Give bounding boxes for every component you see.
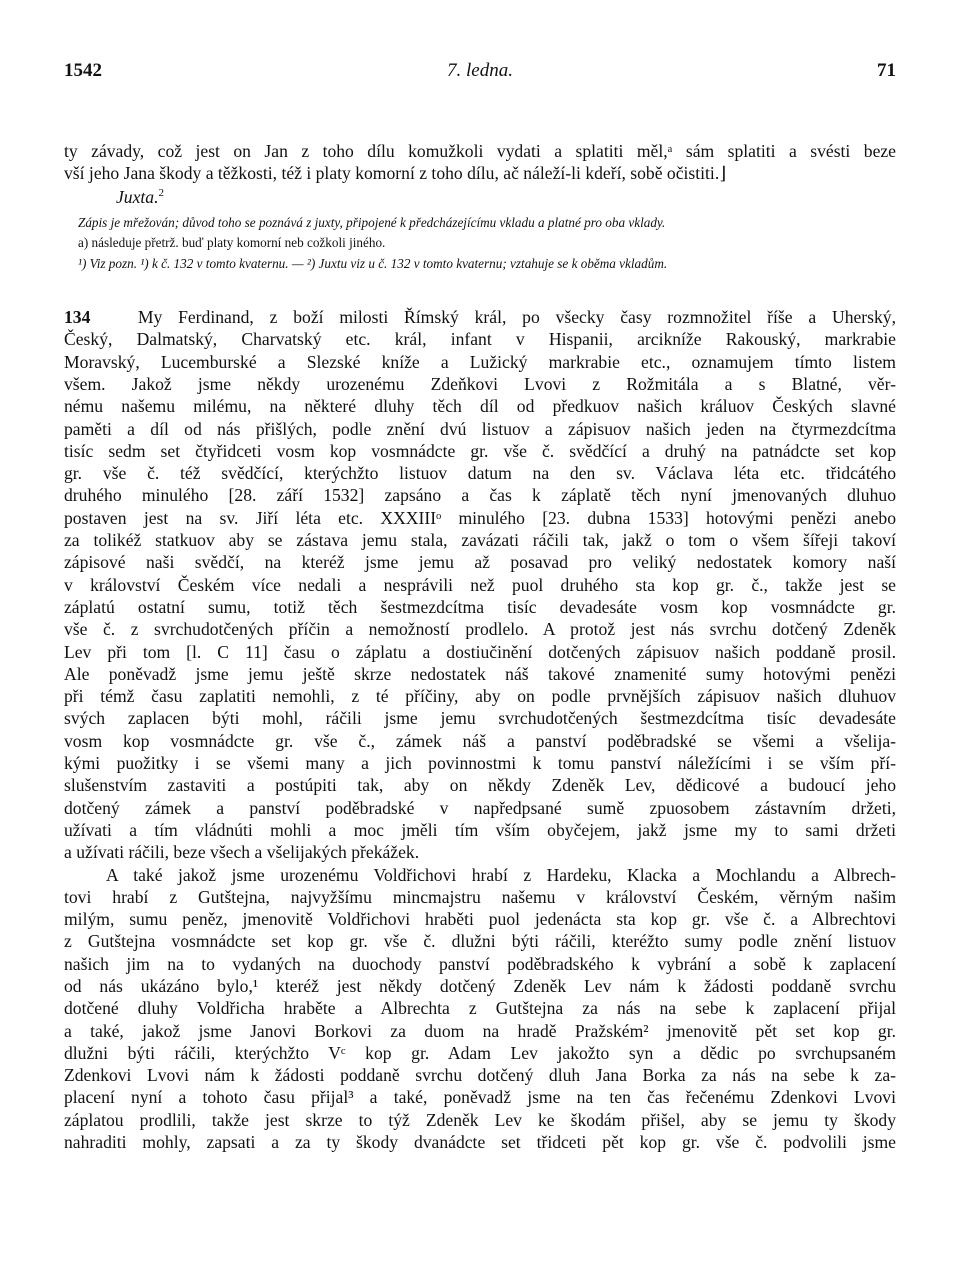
previous-entry-ending bbox=[64, 140, 896, 274]
entry-number: 134 bbox=[64, 307, 91, 328]
text-line: postaven jest na sv. Jiří léta etc. XXXIIIᵒ minulého [23. dubna 1533] hotovými penězi anebo bbox=[64, 507, 896, 528]
text-line: ty závady, což jest on Jan z toho dílu komužkoli vydati a splatiti měl,ᵃ sám splatiti a svésti beze bbox=[64, 141, 896, 161]
text-line: kými puožitky i se všemi many a jich povinnostmi k tomu panství náležícími i se vším pří- bbox=[64, 753, 896, 774]
text-line: Moravský, Lucemburské a Slezské kníže a Lužický markrabie etc., oznamujem tímto listem bbox=[64, 351, 896, 372]
text-line: užívati a tím vládnúti mohli a moc jměli tím vším obyčejem, jakž jsme my to sami držeti bbox=[64, 819, 896, 840]
text-line: nahraditi mohly, zapsati a za ty škody dvanádcte set třidceti pět kop gr. vše č. podvolili jsme bbox=[64, 1132, 896, 1153]
juxta-ref: 2 bbox=[158, 186, 164, 199]
text-line: druhého minulého [28. září 1532] zapsáno a čas k záplatě těch nyní jmenovaných dluhuo bbox=[64, 485, 896, 506]
text-line: od nás ukázáno bylo,¹ kteréž jest někdy dotčený Zdeněk Lev nám k žádosti poddaně svrchu bbox=[64, 976, 896, 996]
year-heading: 1542 bbox=[64, 60, 102, 81]
footnote: Zápis je mřežován; důvod toho se poznává z juxty, připojené k předcházejícímu vkladu a platné pro oba vklady. bbox=[78, 214, 666, 230]
entry-134 bbox=[64, 306, 896, 1153]
footnote: a) následuje přetrž. buď platy komorní neb cožkoli jiného. bbox=[78, 235, 386, 251]
text-line: v království Českém více nedali a nesprávili než puol druhého sta kop gr. č., takže jest se bbox=[64, 574, 896, 595]
text-line: tisíc sedm set čtyřidceti vosm kop vosmnádcte gr. vše č. svědčící a druhý na patnádcte set kop bbox=[64, 440, 896, 461]
entry-first-line bbox=[64, 306, 896, 328]
text-line: A také jakož jsme urozenému Voldřichovi hrabí z Hardeku, Klacka a Mochlandu a Albrech- bbox=[106, 864, 896, 885]
text-line: při témž času zaplatiti nemohli, z té příčiny, aby on podle prvnějších zápisuov našich dluhuov bbox=[64, 686, 896, 707]
text-line: vší jeho Jana škody a těžkosti, též i platy komorní z toho dílu, ač náleží-li kdeří, sobě očistiti.⌋ bbox=[64, 163, 727, 184]
text-line: Český, Dalmatský, Charvatský etc. král, infant v Hispanii, arcikníže Rakouský, markrabie bbox=[64, 329, 896, 350]
text-line: nému našemu milému, na některé dluhy těch díl od předkuov našich králuov Českých slavné bbox=[64, 396, 896, 417]
footnotes bbox=[64, 213, 896, 275]
text-line: gr. vše č. též svědčící, kterýchžto listuov datum na den sv. Václava léta etc. třidcátého bbox=[64, 463, 896, 484]
text-line: vosm kop vosmnádcte gr. vše č., zámek náš a panství poděbradské se všemi a všelija- bbox=[64, 730, 896, 751]
text-line: Zdenkovi Lvovi nám k žádosti poddaně svrchu dotčený dluh Jana Borka za nás na sebe k za- bbox=[64, 1065, 896, 1086]
text-line: a užívati ráčili, beze všech a všelijakých překážek. bbox=[64, 842, 420, 863]
text-line: Lev při tom [l. C 11] času o záplatu a dostiučinění dotčených zápisuov našich poddaně prosil. bbox=[64, 641, 896, 662]
juxta-label: Juxta. bbox=[116, 186, 159, 207]
page-number: 71 bbox=[877, 60, 896, 81]
text-line: záplatú ostatní sumu, totiž těch šestmezdcítma tisíc devadesáte vosm kop vosmnádcte gr. bbox=[64, 596, 896, 617]
footnote: ¹) Viz pozn. ¹) k č. 132 v tomto kvaternu. — ²) Juxtu viz u č. 132 v tomto kvaternu; vztahuje se k oběma vkladům. bbox=[78, 255, 668, 271]
text-line: tovi hrabí z Gutštejna, najvyžšímu mincmajstru našemu v království Českém, věrným našim bbox=[64, 886, 896, 907]
text-line: zápisové naši svědčí, na kteréž jsme jemu až posavad pro veliký nedostatek komory naší bbox=[64, 552, 896, 573]
text-line: z Gutštejna vosmnádcte set kop gr. vše č. dlužni býti ráčili, kteréžto sumy podle znění listuov bbox=[64, 931, 896, 952]
running-head bbox=[64, 60, 896, 90]
text-line: dotčený zámek a panství poděbradské v napředpsané sumě zpuosobem zástavním držeti, bbox=[64, 797, 896, 818]
text-line: záplatou prodlili, takže jest skrze to týž Zdeněk Lev ke škodám přišel, aby se jemu ty škody bbox=[64, 1109, 896, 1130]
text-line: svých zaplacen býti mohl, ráčili jsme jemu svrchudotčených šestmezdcítma tisíc devadesáte bbox=[64, 708, 896, 729]
entry-text: My Ferdinand, z boží milosti Římský král, po všecky časy rozmnožitel říše a Uherský, bbox=[137, 307, 896, 328]
text-line: za tolikéž statkuov aby se zástava jemu stala, zavázati ráčili tak, jakž o tom o všem šířeji takoví bbox=[64, 530, 896, 551]
page-body bbox=[64, 60, 896, 1153]
text-line: našich jim na to vydaných na duochody panství poděbradského k vybrání a sobě k zaplacení bbox=[64, 953, 896, 974]
text-line: placení nyní a tohoto času přijal³ a také, poněvadž jsme na ten čas řečenému Zdenkovi Lvovi bbox=[64, 1087, 896, 1108]
text-line: dlužni býti ráčili, kterýchžto Vᶜ kop gr. Adam Lev jakožto syn a dědic po svrchupsaném bbox=[64, 1042, 896, 1063]
text-line: všem. Jakož jsme někdy urozenému Zdeňkovi Lvovi z Rožmitála a s Blatné, věr- bbox=[64, 373, 896, 394]
text-line: Ale poněvadž jsme jemu ještě skrze nedostatek náš takové znamenité sumy hotovými penězi bbox=[64, 663, 896, 684]
text-line: slušenstvím zastaviti a postúpiti tak, aby on někdy Zdeněk Lev, dědicové a budoucí jeho bbox=[64, 775, 896, 796]
text-line: milým, sumu peněz, jmenovitě Voldřichovi hraběti puol jedenácta sta kop gr. vše č. a Albrechtovi bbox=[64, 909, 896, 930]
text-line: paměti a díl od nás přišlých, podle znění dvú listuov a zápisuov našich jeden na čtyrmezdcítma bbox=[64, 418, 896, 439]
juxta-note bbox=[64, 185, 896, 209]
text-line: vše č. z svrchudotčených příčin a nemožností prodlelo. A protož jest nás svrchu dotčený Zdeněk bbox=[64, 619, 896, 640]
date-heading: 7. ledna. bbox=[447, 60, 513, 81]
text-line: a také, jakož jsme Janovi Borkovi za duom na hradě Pražském² jmenovitě pět set kop gr. bbox=[64, 1020, 896, 1041]
text-line: dotčené dluhy Voldřicha hraběte a Albrechta z Gutštejna za nás na sebe k zaplacení přijal bbox=[64, 998, 896, 1019]
